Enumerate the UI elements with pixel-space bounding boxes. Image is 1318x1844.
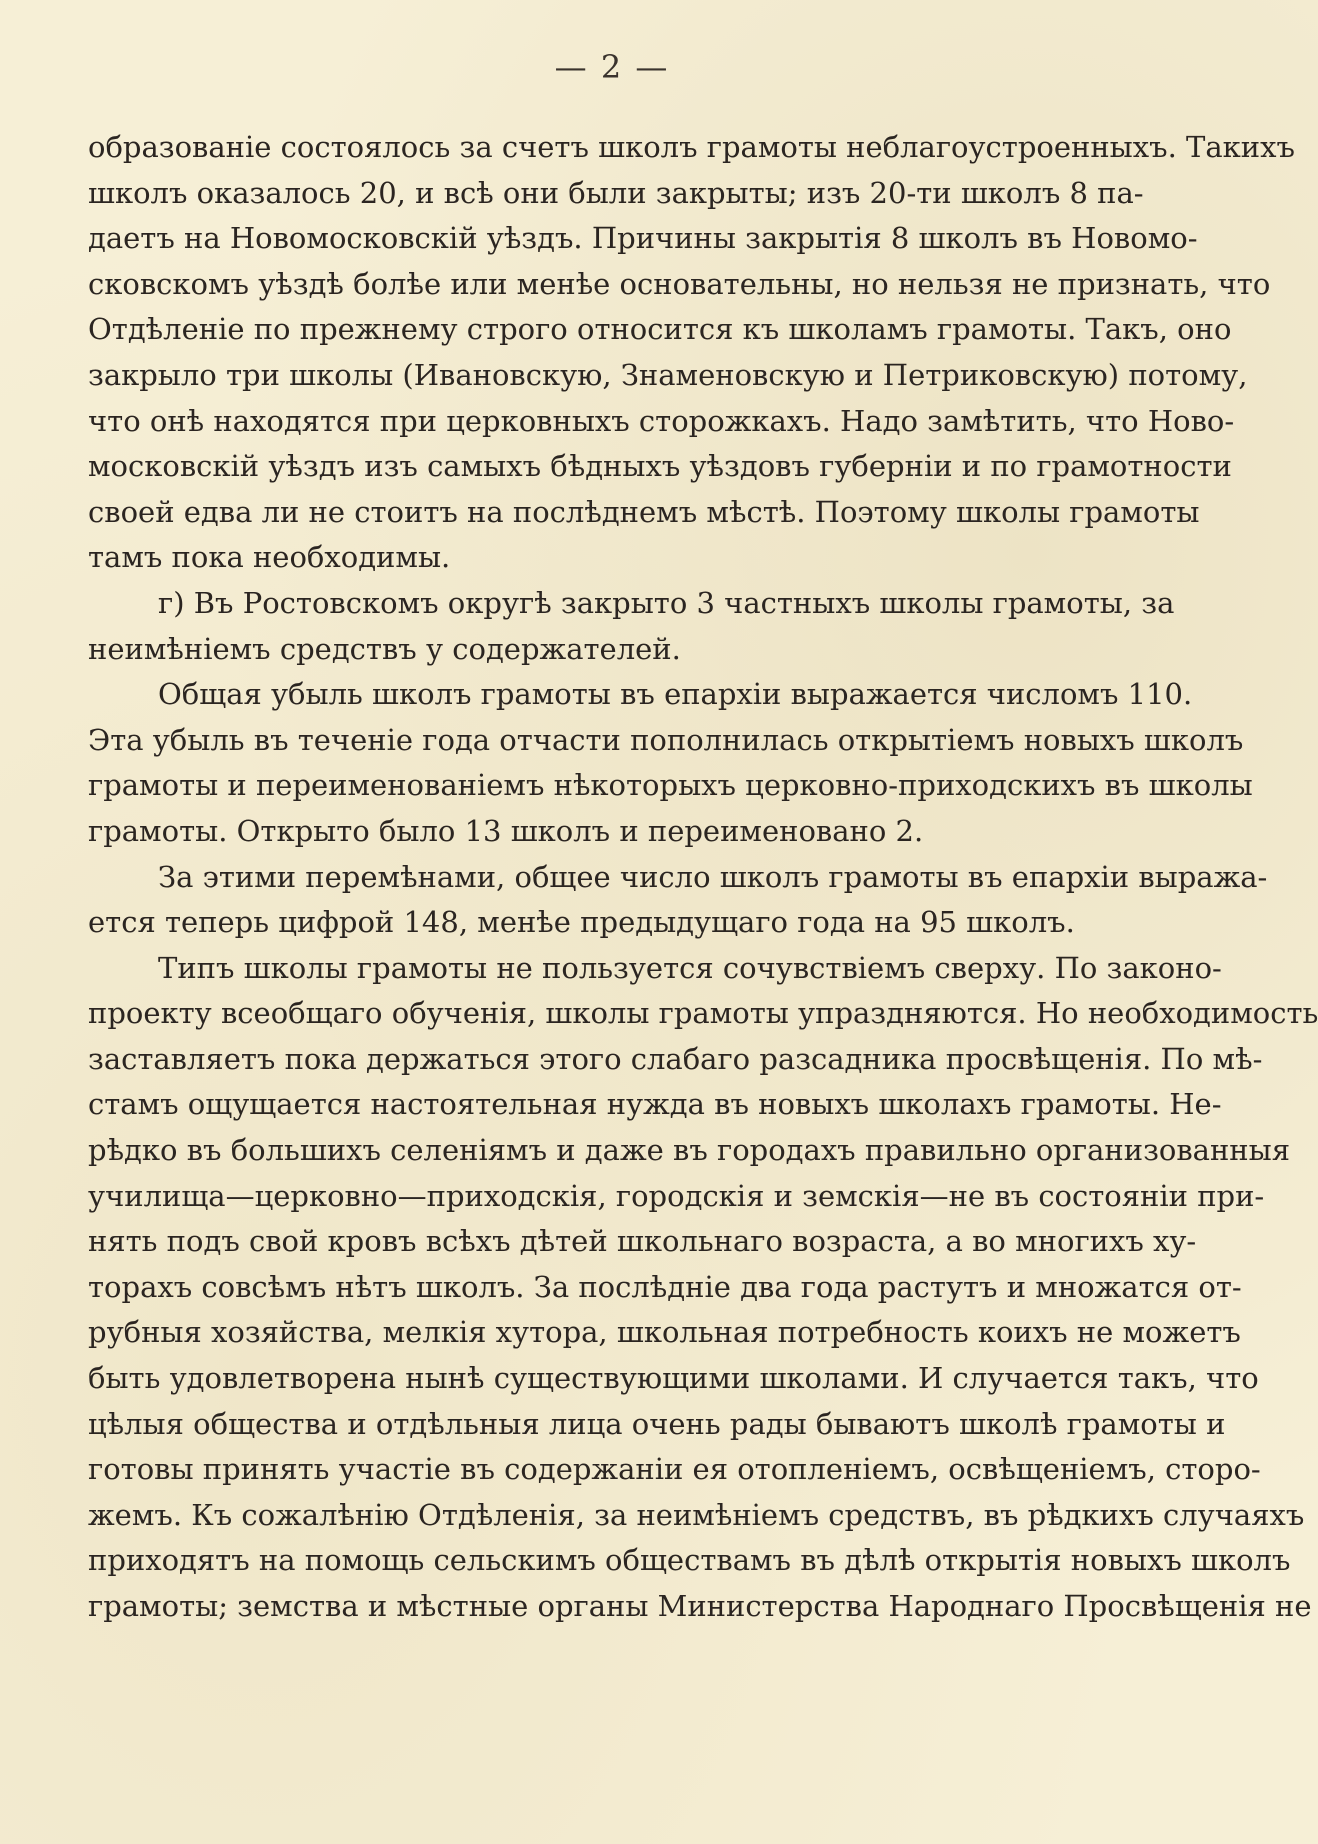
text-line: цѣлыя общества и отдѣльныя лица очень рады бываютъ школѣ грамоты и: [88, 1406, 1226, 1441]
text-line: жемъ. Къ сожалѣнію Отдѣленія, за неимѣніемъ средствъ, въ рѣдкихъ случаяхъ: [88, 1497, 1305, 1532]
text-line: проекту всеобщаго обученія, школы грамоты упраздняются. Но необходимость: [88, 996, 1318, 1031]
text-line: образованіе состоялось за счетъ школъ грамоты неблагоустроенныхъ. Такихъ: [88, 130, 1295, 164]
text-line: ется теперь цифрой 148, менѣе предыдущаго года на 95 школъ.: [88, 905, 1075, 940]
text-line: что онѣ находятся при церковныхъ сторожкахъ. Надо замѣтить, что Ново-: [88, 403, 1235, 438]
text-line: грамоты; земства и мѣстные органы Министерства Народнаго Просвѣщенія не: [88, 1589, 1312, 1623]
text-line: торахъ совсѣмъ нѣтъ школъ. За послѣдніе два года растутъ и множатся от-: [88, 1269, 1242, 1304]
text-line: готовы принять участіе въ содержаніи ея отопленіемъ, освѣщеніемъ, сторо-: [88, 1452, 1261, 1487]
text-line: даетъ на Новомосковскій уѣздъ. Причины закрытія 8 школъ въ Новомо-: [88, 221, 1198, 256]
text-line: рубныя хозяйства, мелкія хутора, школьная потребность коихъ не можетъ: [88, 1315, 1241, 1350]
text-line: Отдѣленіе по прежнему строго относится къ школамъ грамоты. Такъ, оно: [88, 312, 1232, 347]
text-line: закрыло три школы (Ивановскую, Знаменовскую и Петриковскую) потому,: [88, 357, 1248, 392]
text-line: школъ оказалось 20, и всѣ они были закрыты; изъ 20-ти школъ 8 па-: [88, 175, 1144, 210]
text-line: грамоты и переименованіемъ нѣкоторыхъ церковно-приходскихъ въ школы: [88, 768, 1253, 803]
text-line: приходятъ на помощь сельскимъ обществамъ въ дѣлѣ открытія новыхъ школъ: [88, 1543, 1291, 1578]
text-line: нять подъ свой кровъ всѣхъ дѣтей школьнаго возраста, а во многихъ ху-: [88, 1224, 1197, 1259]
text-line: сковскомъ уѣздѣ болѣе или менѣе основательны, но нельзя не признать, что: [88, 266, 1271, 301]
text-line: грамоты. Открыто было 13 школъ и переименовано 2.: [88, 813, 924, 848]
text-line: г) Въ Ростовскомъ округѣ закрыто 3 частныхъ школы грамоты, за: [158, 585, 1175, 620]
text-line: Эта убыль въ теченіе года отчасти пополнилась открытіемъ новыхъ школъ: [88, 722, 1244, 757]
text-line: стамъ ощущается настоятельная нужда въ новыхъ школахъ грамоты. Не-: [88, 1087, 1222, 1122]
text-line: За этими перемѣнами, общее число школъ грамоты въ епархіи выража-: [158, 859, 1268, 894]
text-line: Типъ школы грамоты не пользуется сочувствіемъ сверху. По законо-: [158, 950, 1222, 985]
text-line: училища—церковно—приходскія, городскія и земскія—не въ состояніи при-: [88, 1178, 1265, 1213]
text-line: неимѣніемъ средствъ у содержателей.: [88, 631, 681, 666]
text-body: [88, 125, 1318, 1630]
text-line: Общая убыль школъ грамоты въ епархіи выражается числомъ 110.: [158, 677, 1193, 712]
text-line: тамъ пока необходимы.: [88, 540, 451, 575]
text-line: рѣдко въ большихъ селеніямъ и даже въ городахъ правильно организованныя: [88, 1133, 1290, 1168]
text-line: московскій уѣздъ изъ самыхъ бѣдныхъ уѣздовъ губерніи и по грамотности: [88, 449, 1232, 484]
page-number: — 2 —: [554, 48, 670, 86]
text-line: быть удовлетворена нынѣ существующими школами. И случается такъ, что: [88, 1361, 1259, 1396]
text-line: заставляетъ пока держаться этого слабаго разсадника просвѣщенія. По мѣ-: [88, 1041, 1263, 1076]
text-line: своей едва ли не стоитъ на послѣднемъ мѣстѣ. Поэтому школы грамоты: [88, 494, 1200, 529]
